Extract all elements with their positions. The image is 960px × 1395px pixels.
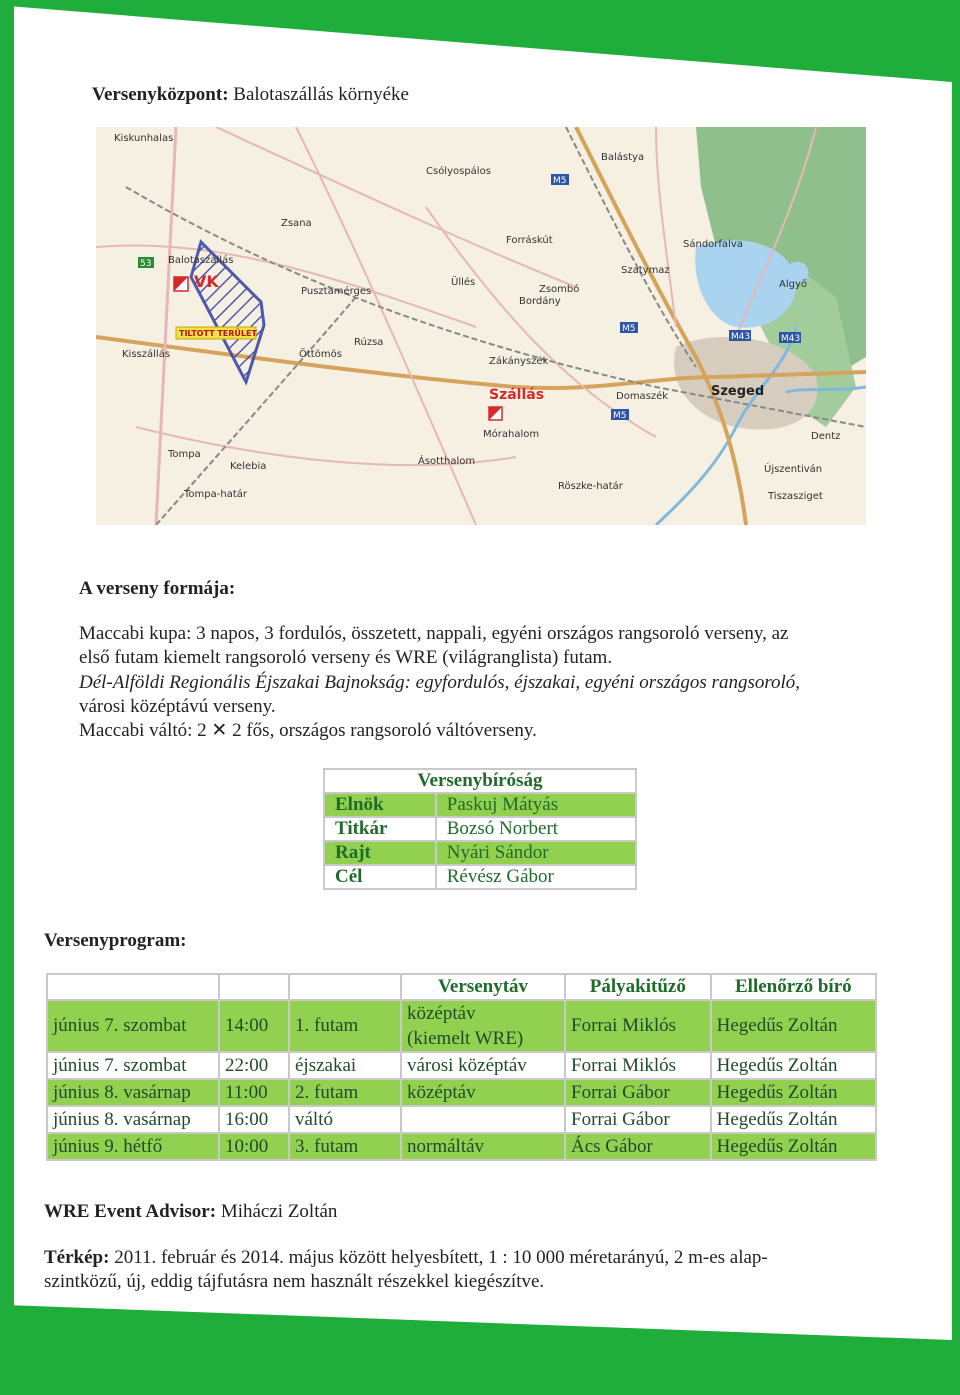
map-city-label: Szeged — [711, 384, 765, 399]
map-place-label: Ásotthalom — [418, 456, 476, 467]
program-date: június 8. vasárnap — [47, 1079, 219, 1106]
program-distance: középtáv (kiemelt WRE) — [401, 1000, 565, 1052]
table-row — [47, 1052, 876, 1079]
map-place-label: Üllés — [451, 277, 476, 288]
map-place-label: Zákányszék — [489, 356, 549, 367]
road-label: M5 — [553, 176, 567, 186]
format-line: Maccabi váltó: 2 ✕ 2 fős, országos rangsoroló váltóverseny. — [79, 720, 537, 741]
map-place-label: Rúzsa — [354, 337, 384, 348]
program-planner: Forrai Miklós — [565, 1000, 711, 1052]
wre-advisor: WRE Event Advisor: Miháczi Zoltán — [44, 1201, 338, 1222]
center-label: Szállás — [489, 387, 545, 403]
program-time: 16:00 — [219, 1106, 289, 1133]
program-table — [46, 973, 877, 1161]
jury-name: Bozsó Norbert — [436, 817, 636, 841]
program-planner: Forrai Miklós — [565, 1052, 711, 1079]
map-place-label: Kelebia — [230, 461, 267, 472]
map-place-label: Domaszék — [616, 391, 669, 402]
program-distance: városi középtáv — [401, 1052, 565, 1079]
vk-label: VK — [194, 272, 219, 291]
map-place-label: Tiszasziget — [768, 491, 823, 502]
table-row — [47, 1133, 876, 1160]
program-time: 11:00 — [219, 1079, 289, 1106]
map-place-label: Röszke-határ — [558, 481, 623, 492]
program-col-header — [219, 974, 289, 1000]
map-place-label: Szatymaz — [621, 265, 670, 276]
map-place-label: Algyő — [779, 279, 808, 290]
map-place-label: Balotaszállás — [168, 255, 234, 266]
program-event: 1. futam — [289, 1000, 401, 1052]
map-place-label: Csólyospálos — [426, 166, 491, 177]
program-event: éjszakai — [289, 1052, 401, 1079]
format-line: Dél-Alföldi Regionális Éjszakai Bajnokság: egyfordulós, éjszakai, egyéni országos rangsoroló, — [79, 672, 801, 693]
program-time: 22:00 — [219, 1052, 289, 1079]
table-row — [47, 1106, 876, 1133]
competition-center: Versenyközpont: Balotaszállás környéke — [92, 84, 409, 105]
map-place-label: Bordány — [519, 296, 561, 307]
map-place-label: Pusztamérges — [301, 286, 372, 297]
jury-role: Cél — [324, 865, 436, 889]
map-place-label: Balástya — [601, 152, 645, 163]
jury-name: Paskuj Mátyás — [436, 793, 636, 817]
map-place-label: Zsombó — [539, 284, 580, 295]
jury-role: Titkár — [324, 817, 436, 841]
program-col-header: Ellenőrző bíró — [711, 974, 876, 1000]
road-label: 53 — [140, 259, 152, 269]
program-col-header — [289, 974, 401, 1000]
format-line: városi középtávú verseny. — [79, 696, 276, 717]
program-date: június 9. hétfő — [47, 1133, 219, 1160]
jury-table — [323, 768, 637, 890]
map-place-label: Sándorfalva — [683, 239, 743, 250]
program-distance — [401, 1106, 565, 1133]
program-time: 14:00 — [219, 1000, 289, 1052]
program-date: június 8. vasárnap — [47, 1106, 219, 1133]
table-row — [47, 1000, 876, 1052]
map-place-label: Zsana — [281, 218, 312, 229]
map-place-label: Mórahalom — [483, 429, 540, 440]
program-col-header: Pályakitűző — [565, 974, 711, 1000]
program-date: június 7. szombat — [47, 1000, 219, 1052]
program-controller: Hegedűs Zoltán — [711, 1106, 876, 1133]
program-event: 3. futam — [289, 1133, 401, 1160]
road-label: M43 — [731, 332, 751, 342]
map-place-label: Tompa-határ — [184, 489, 247, 500]
restricted-label: TILTOTT TERÜLET — [179, 329, 257, 338]
program-col-header: Versenytáv — [401, 974, 565, 1000]
jury-role: Rajt — [324, 841, 436, 865]
program-time: 10:00 — [219, 1133, 289, 1160]
program-heading: Versenyprogram: — [44, 930, 187, 951]
jury-role: Elnök — [324, 793, 436, 817]
jury-title: Versenybíróság — [324, 769, 636, 793]
map-place-label: Tompa — [168, 449, 201, 460]
map-info: Térkép: 2011. február és 2014. május között helyesbített, 1 : 10 000 méretarányú, 2 m-es alap- — [44, 1247, 768, 1268]
program-planner: Ács Gábor — [565, 1133, 711, 1160]
map-place-label: Dentz — [811, 431, 841, 442]
program-controller: Hegedűs Zoltán — [711, 1133, 876, 1160]
map-place-label: Újszentiván — [764, 464, 823, 475]
area-map — [96, 127, 866, 525]
program-distance: normáltáv — [401, 1133, 565, 1160]
map-place-label: Öttömös — [299, 349, 342, 360]
format-line: Maccabi kupa: 3 napos, 3 fordulós, összetett, nappali, egyéni országos rangsoroló verseny, az — [79, 623, 789, 644]
jury-name: Révész Gábor — [436, 865, 636, 889]
jury-name: Nyári Sándor — [436, 841, 636, 865]
program-distance: középtáv — [401, 1079, 565, 1106]
program-planner: Forrai Gábor — [565, 1079, 711, 1106]
program-event: 2. futam — [289, 1079, 401, 1106]
format-line: első futam kiemelt rangsoroló verseny és WRE (világranglista) futam. — [79, 647, 613, 668]
road-label: M5 — [622, 324, 636, 334]
program-controller: Hegedűs Zoltán — [711, 1079, 876, 1106]
program-col-header — [47, 974, 219, 1000]
road-label: M5 — [613, 411, 627, 421]
road-label: M43 — [781, 334, 801, 344]
map-place-label: Kisszállás — [122, 349, 171, 360]
map-info-line2: szintközű, új, eddig tájfutásra nem használt részekkel kiegészítve. — [44, 1271, 545, 1292]
program-controller: Hegedűs Zoltán — [711, 1052, 876, 1079]
table-row — [47, 1079, 876, 1106]
format-heading: A verseny formája: — [79, 578, 236, 599]
program-event: váltó — [289, 1106, 401, 1133]
program-date: június 7. szombat — [47, 1052, 219, 1079]
map-place-label: Kiskunhalas — [114, 133, 174, 144]
map-place-label: Forráskút — [506, 235, 553, 246]
program-controller: Hegedűs Zoltán — [711, 1000, 876, 1052]
program-planner: Forrai Gábor — [565, 1106, 711, 1133]
